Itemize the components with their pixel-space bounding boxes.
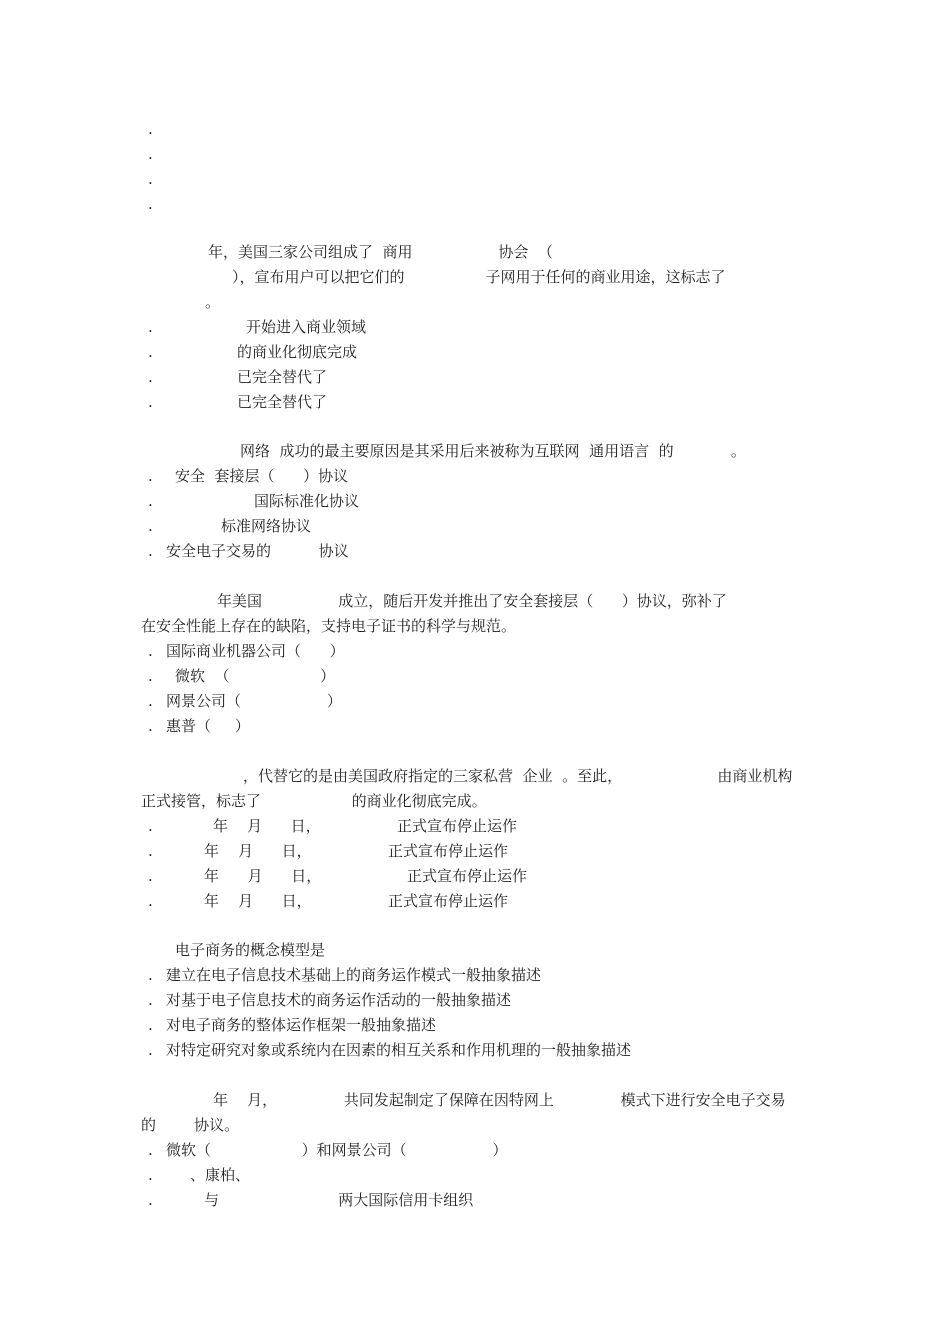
option-text: 、康柏、 — [190, 1166, 251, 1184]
bullet-dot: . — [148, 195, 153, 213]
question-3-line-2: 在安全性能上存在的缺陷，支持电子证书的科学与规范。 — [141, 617, 517, 635]
option-text: 对电子商务的整体运作框架一般抽象描述 — [166, 1016, 437, 1034]
question-3-line-1: 年美国 成立，随后开发并推出了安全套接层（ ）协议，弥补了 — [217, 592, 727, 610]
option-marker: . — [148, 1191, 153, 1209]
option-text: 已完全替代了 — [237, 393, 328, 411]
option-marker: . — [148, 467, 153, 485]
option-text: 国际标准化协议 — [254, 492, 360, 510]
option-text: 年 月 日， 正式宣布停止运作 — [204, 867, 528, 885]
option-marker: . — [148, 393, 153, 411]
option-marker: . — [148, 642, 153, 660]
option-marker: . — [148, 667, 153, 685]
option-text: 的商业化彻底完成 — [237, 343, 358, 361]
option-marker: . — [148, 966, 153, 984]
option-text: 安全 套接层（ ）协议 — [175, 467, 349, 485]
option-marker: . — [148, 892, 153, 910]
question-5-line-1: 电子商务的概念模型是 — [175, 941, 326, 959]
option-text: 安全电子交易的 协议 — [166, 542, 349, 560]
question-2-line-1: 网络 成功的最主要原因是其采用后来被称为互联网 通用语言 的 。 — [240, 442, 746, 460]
option-text: 国际商业机器公司（ ） — [166, 642, 345, 660]
option-marker: . — [148, 542, 153, 560]
option-marker: . — [148, 368, 153, 386]
question-1-line-3: 。 — [205, 293, 221, 311]
option-marker: . — [148, 867, 153, 885]
option-text: 已完全替代了 — [237, 368, 328, 386]
option-marker: . — [148, 318, 153, 336]
option-marker: . — [148, 492, 153, 510]
option-text: 开始进入商业领域 — [246, 318, 367, 336]
option-marker: . — [148, 1041, 153, 1059]
option-marker: . — [148, 343, 153, 361]
option-text: 年 月 日， 正式宣布停止运作 — [204, 892, 508, 910]
option-marker: . — [148, 817, 153, 835]
option-text: 微软（ ）和网景公司（ ） — [166, 1141, 508, 1159]
option-marker: . — [148, 991, 153, 1009]
question-4-line-2: 正式接管，标志了 的商业化彻底完成。 — [141, 792, 487, 810]
option-text: 对特定研究对象或系统内在因素的相互关系和作用机理的一般抽象描述 — [166, 1041, 632, 1059]
option-marker: . — [148, 1141, 153, 1159]
question-6-line-1: 年 月， 共同发起制定了保障在因特网上 模式下进行安全电子交易 — [213, 1091, 786, 1109]
option-marker: . — [148, 717, 153, 735]
option-text: 微软 （ ） — [175, 667, 336, 685]
option-text: 对基于电子信息技术的商务运作活动的一般抽象描述 — [166, 991, 512, 1009]
option-marker: . — [148, 517, 153, 535]
option-text: 年 月 日， 正式宣布停止运作 — [204, 842, 508, 860]
option-text: 建立在电子信息技术基础上的商务运作模式一般抽象描述 — [166, 966, 542, 984]
option-marker: . — [148, 692, 153, 710]
question-6-line-2: 的 协议。 — [141, 1116, 240, 1134]
question-4-line-1: ，代替它的是由美国政府指定的三家私营 企业 。至此， 由商业机构 — [243, 767, 793, 785]
question-1-line-1: 年，美国三家公司组成了 商用 协会 （ — [208, 243, 553, 261]
option-text: 标准网络协议 — [221, 517, 312, 535]
bullet-dot: . — [148, 170, 153, 188]
question-1-line-2: ），宣布用户可以把它们的 子网用于任何的商业用途，这标志了 — [232, 268, 726, 286]
bullet-dot: . — [148, 145, 153, 163]
bullet-dot: . — [148, 120, 153, 138]
option-text: 年 月 日， 正式宣布停止运作 — [213, 817, 517, 835]
option-marker: . — [148, 1016, 153, 1034]
option-text: 惠普（ ） — [166, 717, 250, 735]
option-text: 网景公司（ ） — [166, 692, 342, 710]
option-text: 与 两大国际信用卡组织 — [204, 1191, 474, 1209]
option-marker: . — [148, 1166, 153, 1184]
option-marker: . — [148, 842, 153, 860]
